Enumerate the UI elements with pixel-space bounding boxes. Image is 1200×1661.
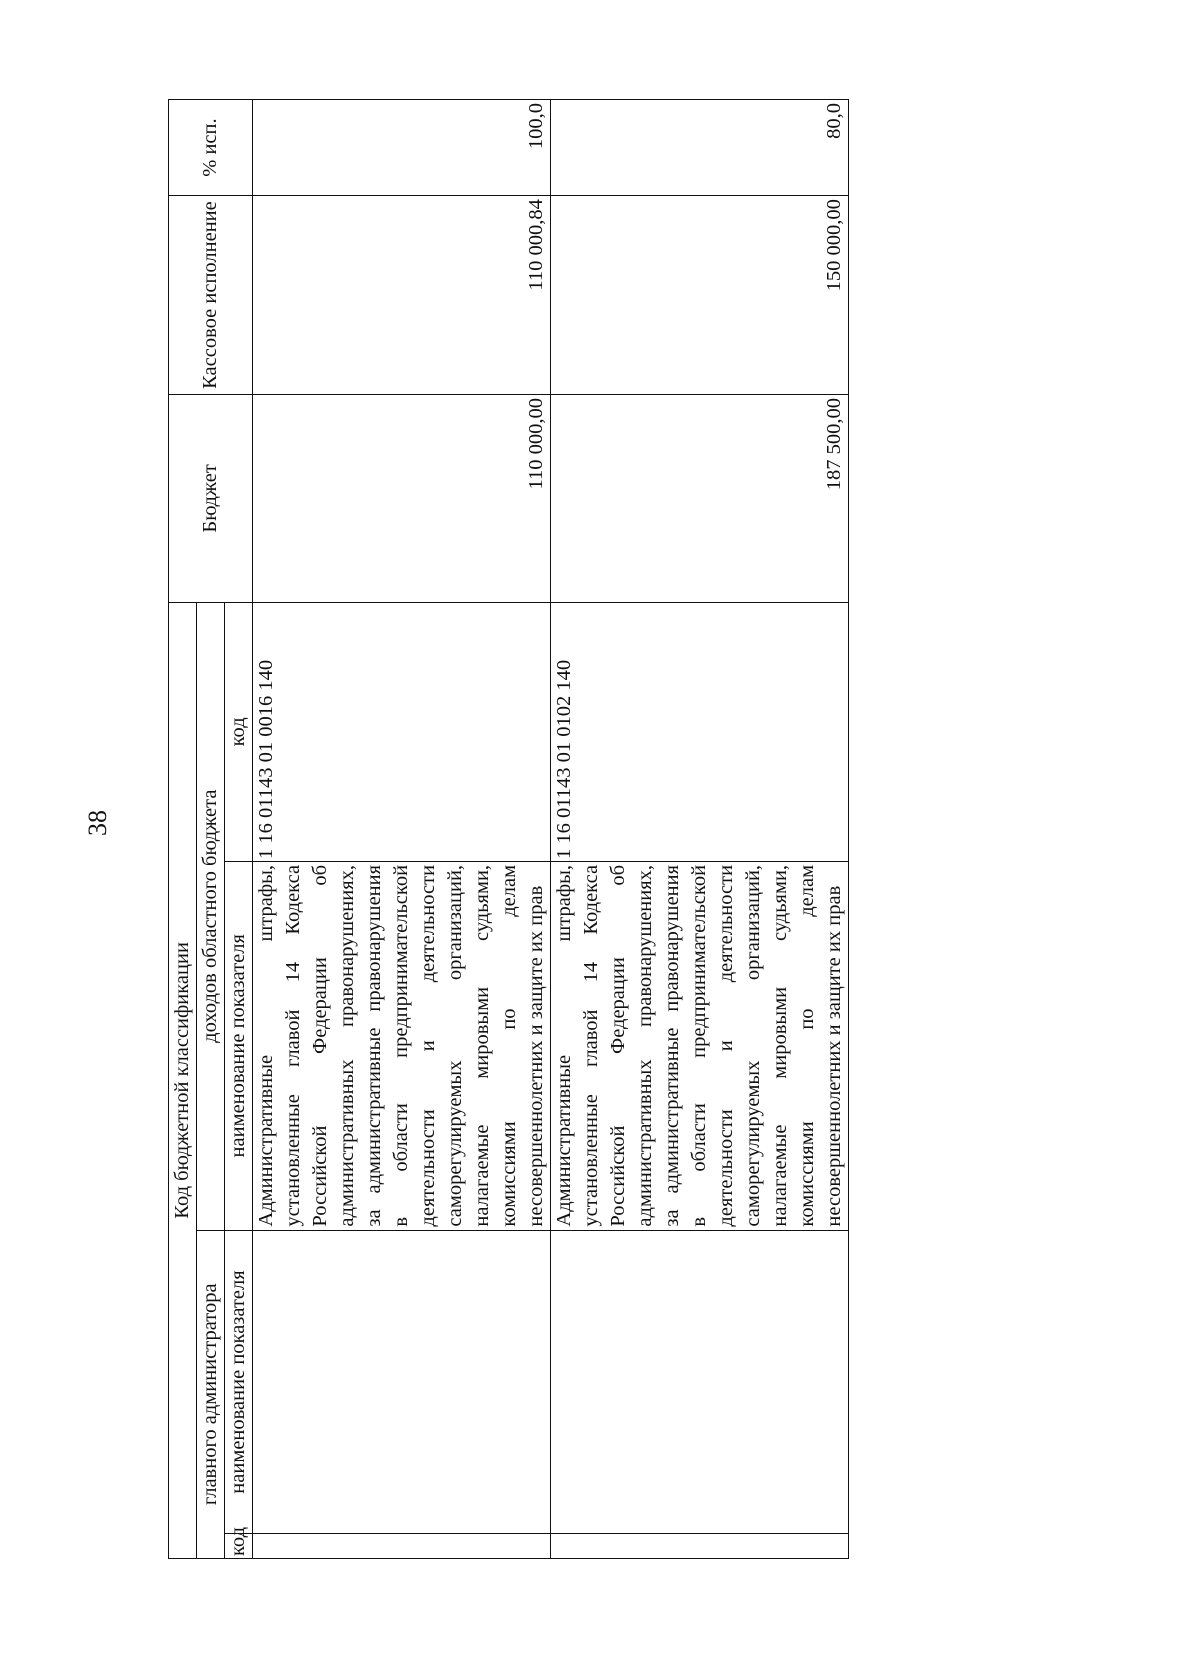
cash-execution-cell: 110 000,84 bbox=[253, 196, 551, 395]
revenue-code-cell: 1 16 01143 01 0016 140 bbox=[253, 602, 551, 861]
header-cash-execution: Кассовое исполнение bbox=[169, 196, 253, 395]
budget-cell: 187 500,00 bbox=[551, 394, 849, 602]
budget-cell: 110 000,00 bbox=[253, 394, 551, 602]
admin-name-cell bbox=[253, 1230, 551, 1534]
table-row bbox=[551, 100, 849, 1559]
header-chief-admin: главного администратора bbox=[197, 1230, 225, 1558]
header-revenue-name: наименование показателя bbox=[225, 861, 253, 1230]
indicator-name-cell: Административные штрафы, установленные главой 14 Кодекса Российской Федерации об административных правонарушениях, за административные правонарушения в области предпринимательской деятельности и деятельности саморегулируемых организаций, налагаемые мировыми судьями, комиссиями по делам несовершеннолетних и защите их прав bbox=[551, 861, 849, 1230]
budget-table bbox=[168, 99, 849, 1559]
percent-cell: 100,0 bbox=[253, 100, 551, 196]
indicator-name-cell: Административные штрафы, установленные главой 14 Кодекса Российской Федерации об административных правонарушениях, за административные правонарушения в области предпринимательской деятельности и деятельности саморегулируемых организаций, налагаемые мировыми судьями, комиссиями по делам несовершеннолетних и защите их прав bbox=[253, 861, 551, 1230]
header-admin-code: код bbox=[225, 1534, 253, 1559]
header-budget: Бюджет bbox=[169, 394, 253, 602]
percent-cell: 80,0 bbox=[551, 100, 849, 196]
header-percent: % исп. bbox=[169, 100, 253, 196]
header-revenue: доходов областного бюджета bbox=[197, 602, 225, 1230]
cash-execution-cell: 150 000,00 bbox=[551, 196, 849, 395]
revenue-code-cell: 1 16 01143 01 0102 140 bbox=[551, 602, 849, 861]
header-classification: Код бюджетной классификации bbox=[169, 602, 197, 1558]
header-revenue-code: код bbox=[225, 602, 253, 861]
admin-code-cell bbox=[253, 1534, 551, 1559]
admin-name-cell bbox=[551, 1230, 849, 1534]
header-admin-name: наименование показателя bbox=[225, 1230, 253, 1534]
page-number: 38 bbox=[83, 810, 112, 836]
admin-code-cell bbox=[551, 1534, 849, 1559]
table-row bbox=[253, 100, 551, 1559]
rotated-table-container bbox=[168, 99, 858, 1559]
